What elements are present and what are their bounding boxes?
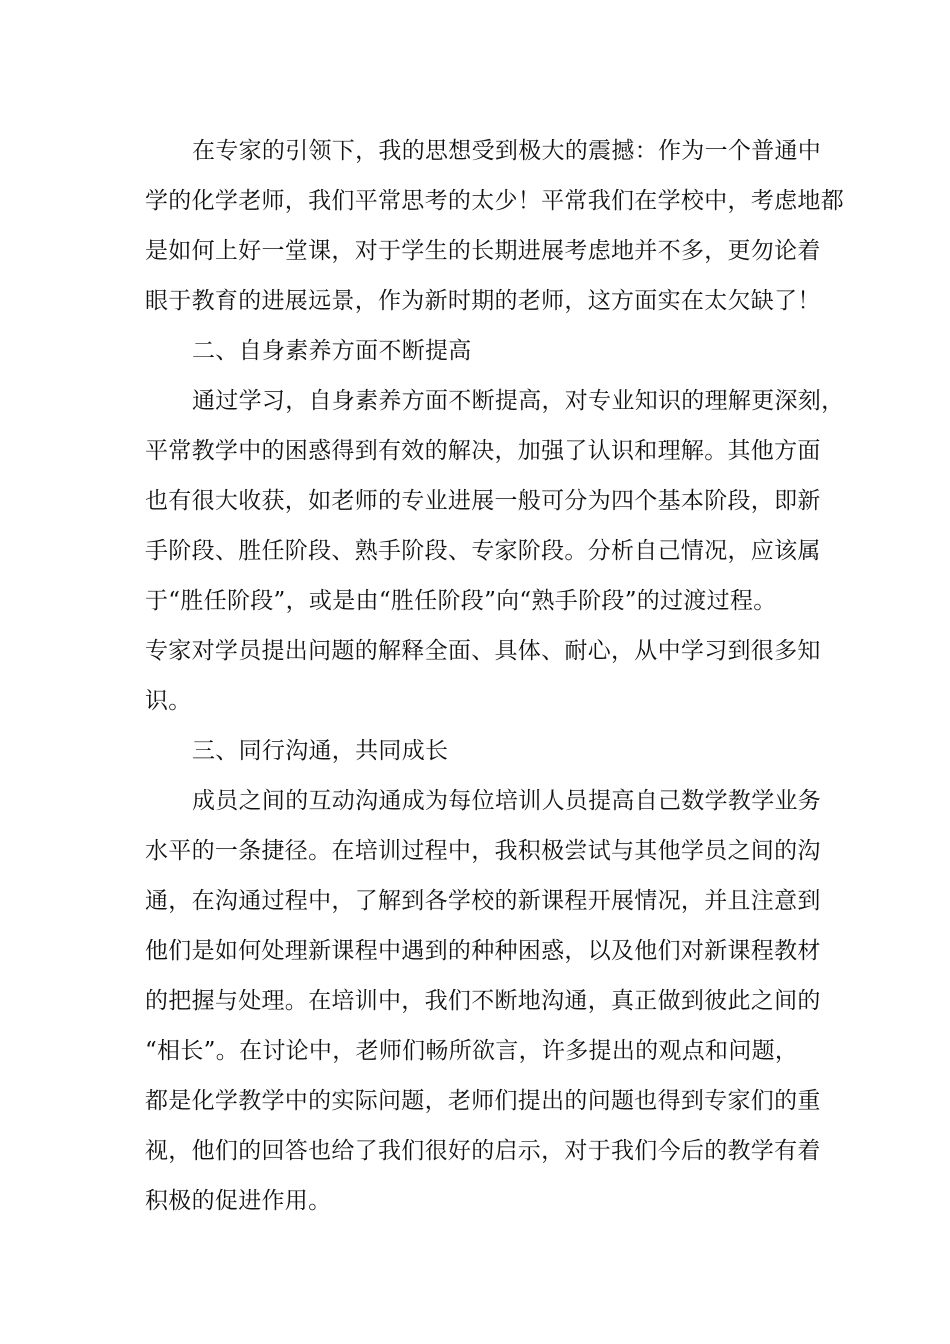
paragraph-line: 他们是如何处理新课程中遇到的种种困惑，以及他们对新课程教材: [145, 938, 821, 964]
paragraph-line: 平常教学中的困惑得到有效的解决，加强了认识和理解。其他方面: [145, 438, 821, 464]
paragraph-line: 学的化学老师，我们平常思考的太少！平常我们在学校中，考虑地都: [145, 188, 844, 214]
paragraph-line: 也有很大收获，如老师的专业进展一般可分为四个基本阶段，即新: [145, 488, 821, 514]
paragraph-line: 的把握与处理。在培训中，我们不断地沟通，真正做到彼此之间的: [145, 988, 821, 1014]
paragraph-line: 积极的促进作用。: [145, 1188, 332, 1214]
paragraph-line: 是如何上好一堂课，对于学生的长期进展考虑地并不多，更勿论着: [145, 238, 821, 264]
paragraph-line: 成员之间的互动沟通成为每位培训人员提高自己数学教学业务: [192, 788, 822, 814]
paragraph-line: 于“胜任阶段”，或是由“胜任阶段”向“熟手阶段”的过渡过程。: [145, 588, 777, 614]
section-heading: 三、同行沟通，共同成长: [192, 738, 449, 764]
paragraph-line: 专家对学员提出问题的解释全面、具体、耐心，从中学习到很多知: [145, 638, 821, 664]
paragraph-line: 手阶段、胜任阶段、熟手阶段、专家阶段。分析自己情况，应该属: [145, 538, 821, 564]
paragraph-line: 通过学习，自身素养方面不断提高，对专业知识的理解更深刻，: [192, 388, 845, 414]
paragraph-line: 视，他们的回答也给了我们很好的启示，对于我们今后的教学有着: [145, 1138, 821, 1164]
paragraph-line: 识。: [145, 688, 192, 714]
paragraph-line: 在专家的引领下，我的思想受到极大的震撼：作为一个普通中: [192, 138, 822, 164]
paragraph-line: 水平的一条捷径。在培训过程中，我积极尝试与其他学员之间的沟: [145, 838, 821, 864]
paragraph-line: “相长”。在讨论中，老师们畅所欲言，许多提出的观点和问题，: [145, 1038, 799, 1064]
paragraph-line: 通，在沟通过程中，了解到各学校的新课程开展情况，并且注意到: [145, 888, 821, 914]
paragraph-line: 都是化学教学中的实际问题，老师们提出的问题也得到专家们的重: [145, 1088, 821, 1114]
paragraph-line: 眼于教育的进展远景，作为新时期的老师，这方面实在太欠缺了！: [145, 288, 821, 314]
section-heading: 二、自身素养方面不断提高: [192, 338, 472, 364]
